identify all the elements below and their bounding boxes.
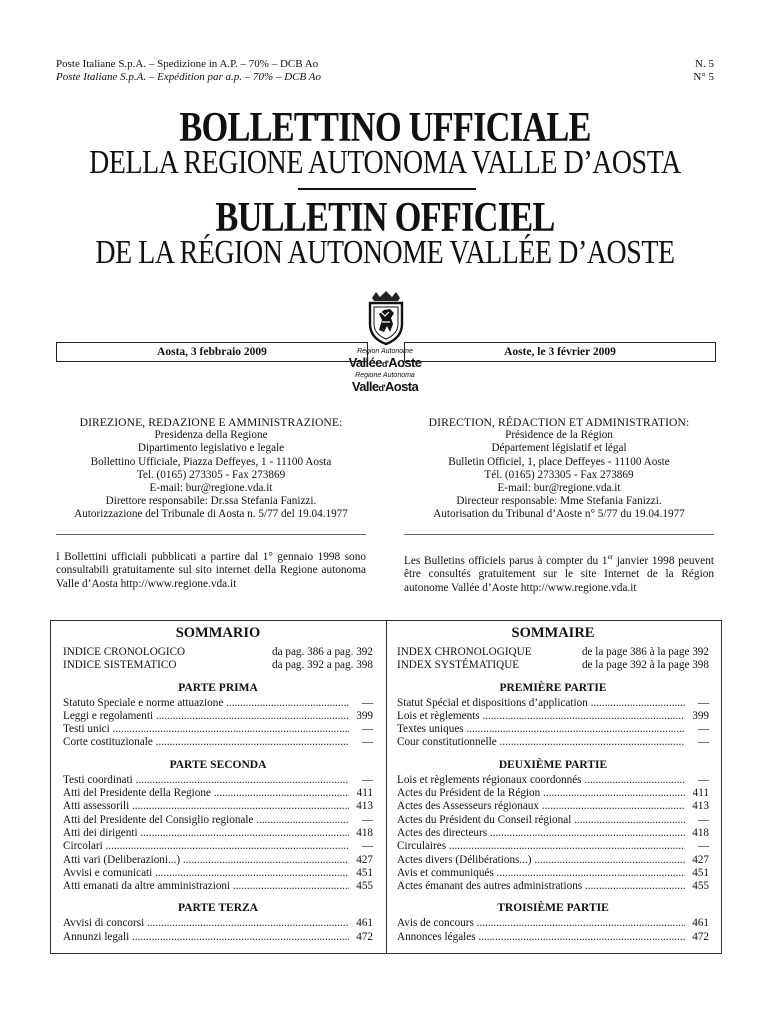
index-row xyxy=(63,659,373,672)
summary-column-fr xyxy=(397,625,709,944)
part-title: PARTE SECONDA xyxy=(169,758,267,771)
toc-label: Actes divers (Délibérations...) ..... xyxy=(397,854,685,867)
toc-row[interactable] xyxy=(63,710,373,723)
toc-label: Actes des directeurs ..... xyxy=(397,827,685,840)
logo-line-4c: Aosta xyxy=(384,379,419,394)
toc-label: Lois et règlements régionaux coordonnés ..... xyxy=(397,774,685,787)
toc-row[interactable] xyxy=(397,710,709,723)
logo-line-2a: Vallée xyxy=(348,355,382,370)
office-line: Autorizzazione del Tribunale di Aosta n. 5/77 del 19.04.1977 xyxy=(74,508,348,521)
title-fr: BULLETIN OFFICIEL xyxy=(215,195,555,241)
toc-label: Avis de concours ..... xyxy=(397,917,685,930)
toc-label: Testi unici ..... xyxy=(63,723,349,736)
index-label: INDEX SYSTÉMATIQUE xyxy=(397,659,520,672)
toc-label: Testi coordinati ..... xyxy=(63,774,349,787)
office-line: Bollettino Ufficiale, Piazza Deffeyes, 1 - 11100 Aosta xyxy=(90,455,332,468)
toc-label: Textes uniques ..... xyxy=(397,723,685,736)
toc-page: 461 xyxy=(692,917,709,930)
toc-label: Atti emanati da altre amministrazioni ..... xyxy=(63,880,349,893)
office-line: Direttore responsabile: Dr.ssa Stefania Fanizzi. xyxy=(105,495,317,508)
toc-row[interactable] xyxy=(63,880,373,893)
logo-line-4b: d' xyxy=(378,383,385,393)
toc-page: — xyxy=(697,696,709,709)
logo-line-1: Région Autonome xyxy=(357,348,413,355)
toc-label: Avvisi di concorsi ..... xyxy=(63,917,349,930)
toc-label: Circolari ..... xyxy=(63,840,349,853)
logo-line-4 xyxy=(320,380,450,395)
toc-page: 411 xyxy=(356,787,373,800)
toc-page: 472 xyxy=(356,930,373,943)
toc-page: 461 xyxy=(356,917,373,930)
subtitle-fr: DE LA RÉGION AUTONOME VALLÉE D’AOSTE xyxy=(95,234,675,271)
index-pages: da pag. 386 a pag. 392 xyxy=(272,646,373,658)
date-box-it xyxy=(56,342,368,362)
toc-label: Annonces légales ..... xyxy=(397,931,685,944)
toc-label: Circulaires ..... xyxy=(397,840,685,853)
toc-row[interactable] xyxy=(397,827,709,840)
toc-label: Atti del Presidente della Regione ..... xyxy=(63,787,349,800)
toc-page: — xyxy=(361,773,373,786)
toc-page: — xyxy=(361,813,373,826)
logo-line-2c: Aoste xyxy=(388,355,422,370)
toc-page: 451 xyxy=(356,866,373,879)
issue-number-it: N. 5 xyxy=(695,58,714,70)
toc-label: Annunzi legali ..... xyxy=(63,931,349,944)
office-line: Presidenza della Regione xyxy=(154,429,268,442)
postal-line-fr: Poste Italiane S.p.A. – Expédition par a.p. – 70% – DCB Ao xyxy=(56,71,321,83)
toc-row[interactable] xyxy=(63,736,373,749)
toc-page: — xyxy=(697,840,709,853)
toc-row[interactable] xyxy=(63,840,373,853)
toc-label: Actes du Président de la Région ..... xyxy=(397,787,685,800)
toc-row[interactable] xyxy=(63,723,373,736)
date-it: Aosta, 3 febbraio 2009 xyxy=(157,346,267,358)
toc-page: 413 xyxy=(356,800,373,813)
toc-label: Statuto Speciale e norme attuazione ..... xyxy=(63,697,349,710)
divider-fr xyxy=(404,534,714,535)
toc-row[interactable] xyxy=(63,931,373,944)
index-label: INDICE SISTEMATICO xyxy=(63,659,177,672)
toc-page: — xyxy=(361,840,373,853)
index-label: INDEX CHRONOLOGIQUE xyxy=(397,646,532,658)
toc-page: 451 xyxy=(692,866,709,879)
toc-label: Statut Spécial et dispositions d’application ..... xyxy=(397,697,685,710)
toc-row[interactable] xyxy=(397,787,709,800)
toc-page: — xyxy=(697,773,709,786)
office-line: Département législatif et légal xyxy=(491,442,627,455)
toc-row[interactable] xyxy=(397,723,709,736)
toc-row[interactable] xyxy=(397,840,709,853)
logo-line-4a: Valle xyxy=(351,379,379,394)
toc-row[interactable] xyxy=(63,787,373,800)
toc-row[interactable] xyxy=(397,736,709,749)
toc-row[interactable] xyxy=(397,867,709,880)
logo-line-2b: d' xyxy=(381,359,389,369)
subtitle-it: DELLA REGIONE AUTONOMA VALLE D’AOSTA xyxy=(89,144,681,181)
office-block-fr xyxy=(398,416,720,522)
toc-page: — xyxy=(697,723,709,736)
toc-label: Corte costituzionale ..... xyxy=(63,736,349,749)
toc-page: 455 xyxy=(692,880,709,893)
office-heading-it: DIREZIONE, REDAZIONE E AMMINISTRAZIONE: xyxy=(79,416,343,429)
office-line: Tel. (0165) 273305 - Fax 273869 xyxy=(136,468,286,481)
toc-page: 472 xyxy=(692,930,709,943)
index-row xyxy=(397,646,709,659)
part-title: TROISIÈME PARTIE xyxy=(497,902,609,915)
summary-column-divider xyxy=(386,621,387,953)
toc-page: 413 xyxy=(692,800,709,813)
index-label: INDICE CRONOLOGICO xyxy=(63,646,186,658)
office-line: E-mail: bur@regione.vda.it xyxy=(497,482,621,495)
office-line: Tél. (0165) 273305 - Fax 273869 xyxy=(484,468,634,481)
index-pages: de la page 386 à la page 392 xyxy=(581,646,709,658)
notice-fr xyxy=(404,551,714,595)
toc-label: Atti dei dirigenti ..... xyxy=(63,827,349,840)
toc-page: 427 xyxy=(692,853,709,866)
toc-label: Actes du Président du Conseil régional ..... xyxy=(397,814,685,827)
summary-title-fr: SOMMAIRE xyxy=(511,625,595,641)
part-title: PARTE PRIMA xyxy=(178,681,258,694)
toc-page: — xyxy=(697,736,709,749)
notice-it: I Bollettini ufficiali pubblicati a partire dal 1° gennaio 1998 sono consultabili gratuitamente sul sito internet della Regione autonoma Valle d’Aosta http://www.regione.vda.it xyxy=(56,551,366,590)
toc-row[interactable] xyxy=(63,774,373,787)
issue-number-fr: N° 5 xyxy=(693,71,714,83)
toc-page: — xyxy=(361,736,373,749)
toc-page: — xyxy=(697,813,709,826)
toc-row[interactable] xyxy=(63,827,373,840)
office-line: Autorisation du Tribunal d’Aoste n° 5/77 du 19.04.1977 xyxy=(433,508,685,521)
toc-row[interactable] xyxy=(63,814,373,827)
notice-fr-after: janvier 1998 peuvent être consultés gratuitement sur le site Internet de la Région autonome Vallée d’Aoste http://www.regione.vda.it xyxy=(404,554,714,594)
index-row xyxy=(63,646,373,659)
toc-label: Atti vari (Deliberazioni...) ..... xyxy=(63,854,349,867)
office-heading-fr: DIRECTION, RÉDACTION ET ADMINISTRATION: xyxy=(428,416,690,429)
toc-row[interactable] xyxy=(397,931,709,944)
toc-label: Actes émanant des autres administrations ..... xyxy=(397,880,685,893)
toc-label: Leggi e regolamenti ..... xyxy=(63,710,349,723)
part-title: DEUXIÈME PARTIE xyxy=(498,758,608,771)
index-row xyxy=(397,659,709,672)
summary-box xyxy=(50,620,722,954)
divider-it xyxy=(56,534,366,535)
part-title: PARTE TERZA xyxy=(177,902,258,915)
toc-row[interactable] xyxy=(63,800,373,813)
toc-page: — xyxy=(361,696,373,709)
office-block-it xyxy=(50,416,372,522)
toc-label: Cour constitutionnelle ..... xyxy=(397,736,685,749)
toc-row[interactable] xyxy=(397,774,709,787)
toc-page: 455 xyxy=(356,880,373,893)
notice-fr-before: Les Bulletins officiels parus à compter du 1 xyxy=(404,554,608,567)
index-pages: da pag. 392 a pag. 398 xyxy=(272,659,373,672)
toc-label: Lois et règlements ..... xyxy=(397,710,685,723)
toc-label: Avvisi e comunicati ..... xyxy=(63,867,349,880)
toc-label: Actes des Assesseurs régionaux ..... xyxy=(397,800,685,813)
office-line: Dipartimento legislativo e legale xyxy=(137,442,285,455)
coat-of-arms-icon xyxy=(364,290,408,346)
title-it: BOLLETTINO UFFICIALE xyxy=(179,105,591,151)
toc-page: 399 xyxy=(692,709,709,722)
toc-row[interactable] xyxy=(397,917,709,930)
logo-line-3: Regione Autonoma xyxy=(355,372,415,379)
date-box-fr xyxy=(404,342,716,362)
office-line: Bulletin Officiel, 1, place Deffeyes - 11100 Aoste xyxy=(448,455,670,468)
toc-label: Atti del Presidente del Consiglio regionale ..... xyxy=(63,814,349,827)
toc-row[interactable] xyxy=(397,814,709,827)
summary-column-it xyxy=(63,625,373,944)
summary-title-it: SOMMARIO xyxy=(175,625,261,641)
toc-row[interactable] xyxy=(397,880,709,893)
toc-page: — xyxy=(361,723,373,736)
index-pages: de la page 392 à la page 398 xyxy=(581,659,709,672)
toc-label: Atti assessorili ..... xyxy=(63,800,349,813)
toc-row[interactable] xyxy=(63,697,373,710)
toc-row[interactable] xyxy=(397,854,709,867)
postal-line-it: Poste Italiane S.p.A. – Spedizione in A.P. – 70% – DCB Ao xyxy=(56,58,319,70)
toc-row[interactable] xyxy=(63,867,373,880)
toc-page: 418 xyxy=(692,826,709,839)
toc-page: 418 xyxy=(356,826,373,839)
part-title: PREMIÈRE PARTIE xyxy=(499,681,607,694)
date-fr: Aoste, le 3 février 2009 xyxy=(504,346,616,358)
toc-row[interactable] xyxy=(397,800,709,813)
toc-label: Avis et communiqués ..... xyxy=(397,867,685,880)
office-line: Présidence de la Région xyxy=(505,429,613,442)
office-line: Directeur responsable: Mme Stefania Fanizzi. xyxy=(456,495,662,508)
notice-fr-sup: er xyxy=(607,553,614,561)
toc-row[interactable] xyxy=(63,917,373,930)
toc-row[interactable] xyxy=(63,854,373,867)
title-divider xyxy=(298,188,476,190)
toc-row[interactable] xyxy=(397,697,709,710)
toc-page: 427 xyxy=(356,853,373,866)
toc-page: 399 xyxy=(356,709,373,722)
office-line: E-mail: bur@regione.vda.it xyxy=(149,482,273,495)
toc-page: 411 xyxy=(692,787,709,800)
